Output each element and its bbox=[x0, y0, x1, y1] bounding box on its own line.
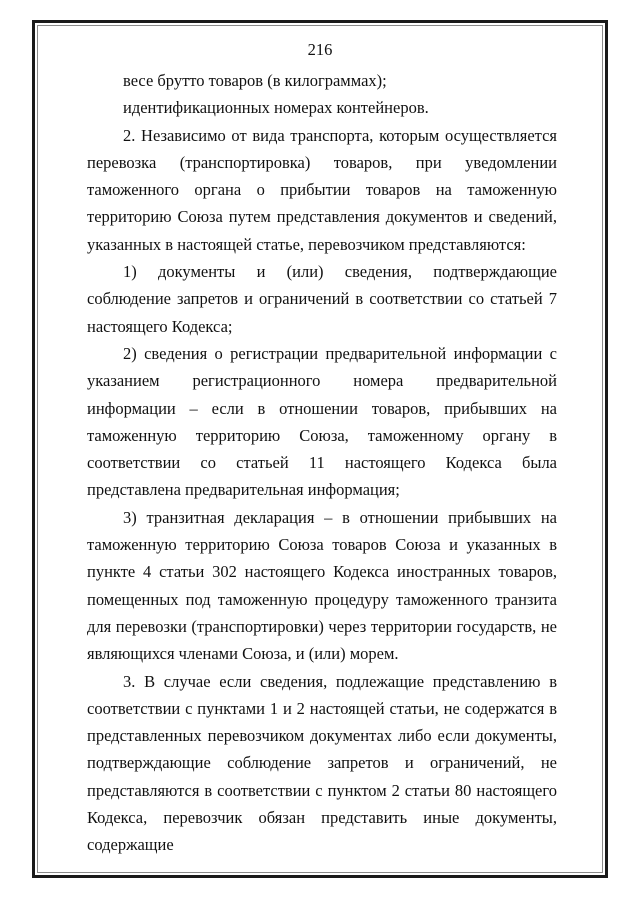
paragraph: 2. Независимо от вида транспорта, которым осуществляется перевозка (транспортировка) товаров, при уведомлении таможенного органа о прибытии товаров на таможенную территорию Союза путем представления документов и сведений, указанных в настоящей статье, перевозчиком представляются: bbox=[87, 125, 557, 254]
paragraph: 2) сведения о регистрации предварительной информации с указанием регистрационного номера предварительной информации – если в отношении товаров, прибывших на таможенную территорию Союза, таможенному органу в соответствии со статьей 11 настоящего Кодекса была представлена предварительная информация; bbox=[87, 343, 557, 500]
paragraph: 3. В случае если сведения, подлежащие представлению в соответствии с пунктами 1 и 2 настоящей статьи, не содержатся в представленных перевозчиком документах либо если документы, подтверждающие соблюдение запретов и ограничений, не представляются в соответствии с пунктом 2 статьи 80 настоящего Кодекса, перевозчик обязан представить иные документы, содержащие bbox=[87, 671, 557, 855]
paragraph: 1) документы и (или) сведения, подтверждающие соблюдение запретов и ограничений в соответствии со статьей 7 настоящего Кодекса; bbox=[87, 262, 557, 336]
paragraph: идентификационных номерах контейнеров. bbox=[123, 98, 429, 118]
document-body bbox=[87, 67, 557, 859]
page-number: 216 bbox=[307, 40, 333, 59]
page-frame bbox=[32, 20, 608, 878]
paragraph: 3) транзитная декларация – в отношении прибывших на таможенную территорию Союза товаров Союза и указанных в пункте 4 статьи 302 настоящего Кодекса иностранных товаров, помещенных под таможенную процедуру таможенного транзита для перевозки (транспортировки) через территории государств, не являющихся членами Союза, и (или) морем. bbox=[87, 507, 557, 664]
paragraph: весе брутто товаров (в килограммах); bbox=[123, 71, 387, 90]
